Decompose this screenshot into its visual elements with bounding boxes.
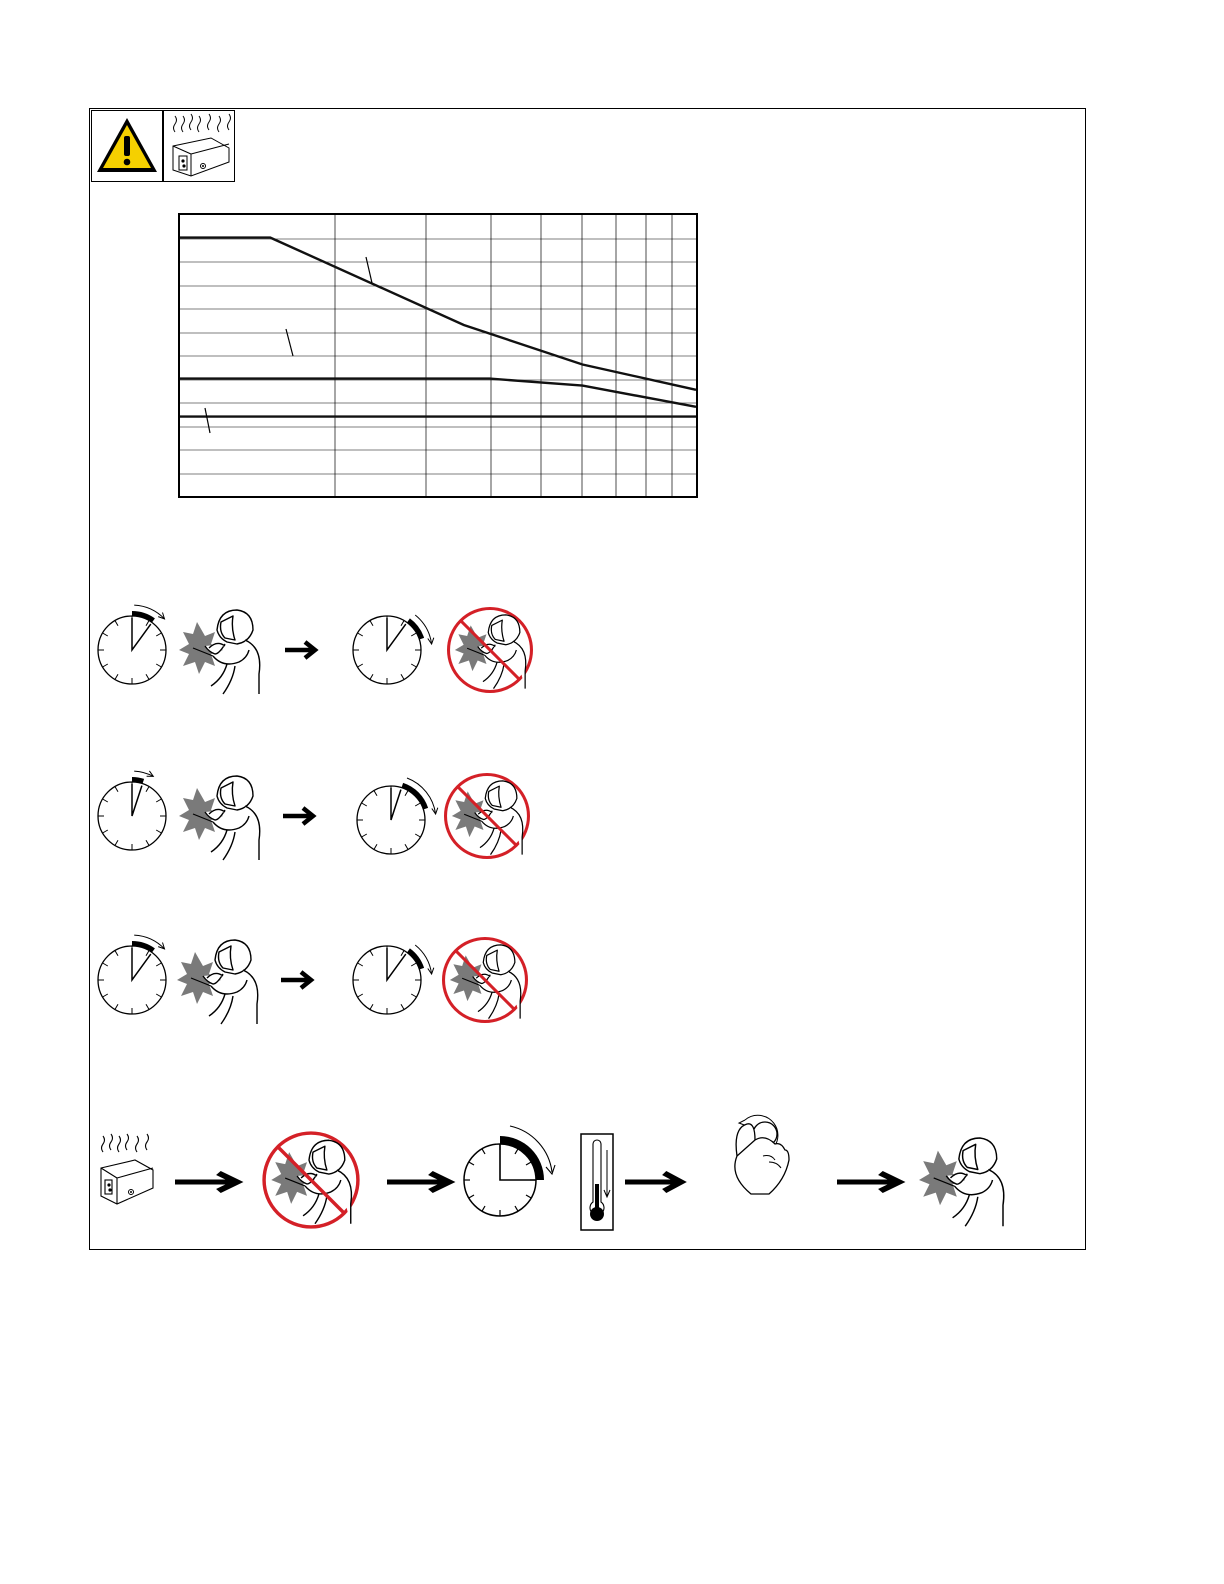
chart-series-line-1 — [180, 238, 696, 390]
reset-knob-icon — [735, 1115, 789, 1194]
hot-machine-icon — [101, 1134, 153, 1204]
welder-icon — [919, 1138, 1004, 1226]
series-leader-line — [205, 408, 210, 433]
arrow-icon — [285, 642, 315, 658]
no-welding-icon — [264, 1133, 358, 1227]
welder-icon — [179, 610, 260, 694]
rest-time-timer-icon — [353, 945, 434, 1014]
rest-time-timer-icon — [357, 778, 438, 854]
series-leader-line — [366, 257, 372, 283]
welder-icon — [179, 776, 260, 860]
arrow-icon — [387, 1173, 449, 1191]
arrow-icon — [175, 1173, 237, 1191]
temperature-decrease-icon — [581, 1134, 613, 1230]
weld-time-timer-icon — [98, 935, 166, 1014]
arrow-icon — [837, 1173, 899, 1191]
welder-icon — [177, 940, 258, 1024]
overheat-recovery-flow — [95, 1100, 1025, 1240]
duty-cycle-row-3 — [95, 914, 555, 1034]
arrow-icon — [281, 972, 311, 988]
arrow-icon — [625, 1173, 681, 1191]
warning-triangle-icon — [91, 110, 163, 182]
no-welding-icon — [444, 939, 527, 1022]
no-welding-icon — [449, 609, 532, 692]
weld-time-timer-icon — [98, 771, 166, 850]
chart-frame — [179, 214, 697, 497]
duty-cycle-row-1 — [95, 582, 555, 702]
duty-cycle-chart — [178, 213, 698, 499]
rest-time-timer-icon — [353, 615, 434, 684]
chart-series-line-2 — [180, 379, 696, 407]
arrow-icon — [283, 808, 313, 824]
cooldown-timer-icon — [464, 1126, 555, 1216]
duty-cycle-row-2 — [95, 748, 555, 868]
weld-time-timer-icon — [98, 605, 166, 684]
no-welding-icon — [446, 775, 529, 858]
hot-machine-icon — [163, 110, 235, 182]
